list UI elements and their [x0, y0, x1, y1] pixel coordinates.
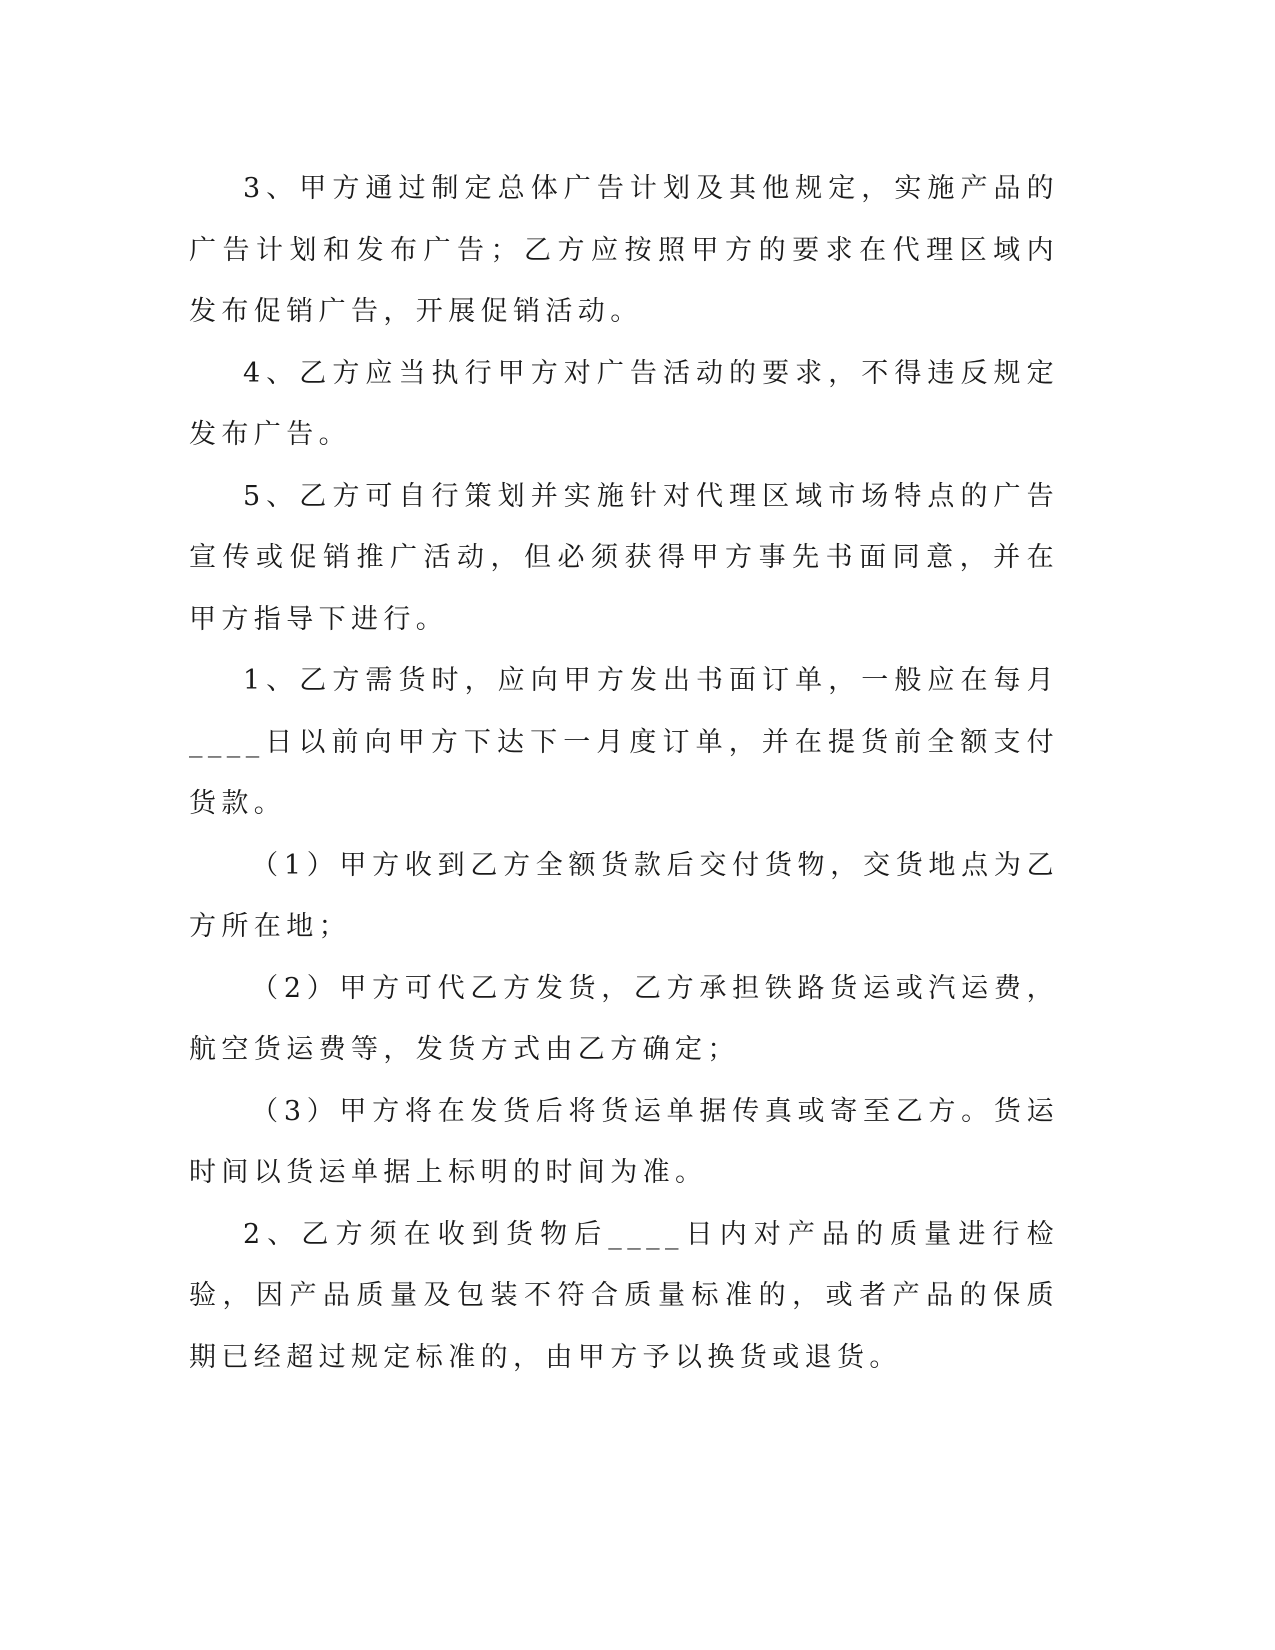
paragraph-order-1: 1、乙方需货时，应向甲方发出书面订单，一般应在每月____日以前向甲方下达下一月度订单，并在提货前全额支付货款。 [189, 665, 1059, 819]
document-body [189, 158, 1059, 1388]
paragraph-3: 3、甲方通过制定总体广告计划及其他规定，实施产品的广告计划和发布广告；乙方应按照甲方的要求在代理区域内发布促销广告，开展促销活动。 [189, 173, 1059, 327]
paragraph-5: 5、乙方可自行策划并实施针对代理区域市场特点的广告宣传或促销推广活动，但必须获得甲方事先书面同意，并在甲方指导下进行。 [189, 480, 1059, 635]
paragraph-inspection-2: 2、乙方须在收到货物后____日内对产品的质量进行检验，因产品质量及包装不符合质量标准的，或者产品的保质期已经超过规定标准的，由甲方予以换货或退货。 [189, 1218, 1059, 1373]
paragraph-order-1-sub-2: （2）甲方可代乙方发货，乙方承担铁路货运或汽运费，航空货运费等，发货方式由乙方确定； [189, 972, 1059, 1065]
paragraph-order-1-sub-1: （1）甲方收到乙方全额货款后交付货物，交货地点为乙方所在地； [189, 849, 1059, 942]
paragraph-4: 4、乙方应当执行甲方对广告活动的要求，不得违反规定发布广告。 [189, 357, 1059, 450]
paragraph-order-1-sub-3: （3）甲方将在发货后将货运单据传真或寄至乙方。货运时间以货运单据上标明的时间为准。 [189, 1095, 1059, 1188]
